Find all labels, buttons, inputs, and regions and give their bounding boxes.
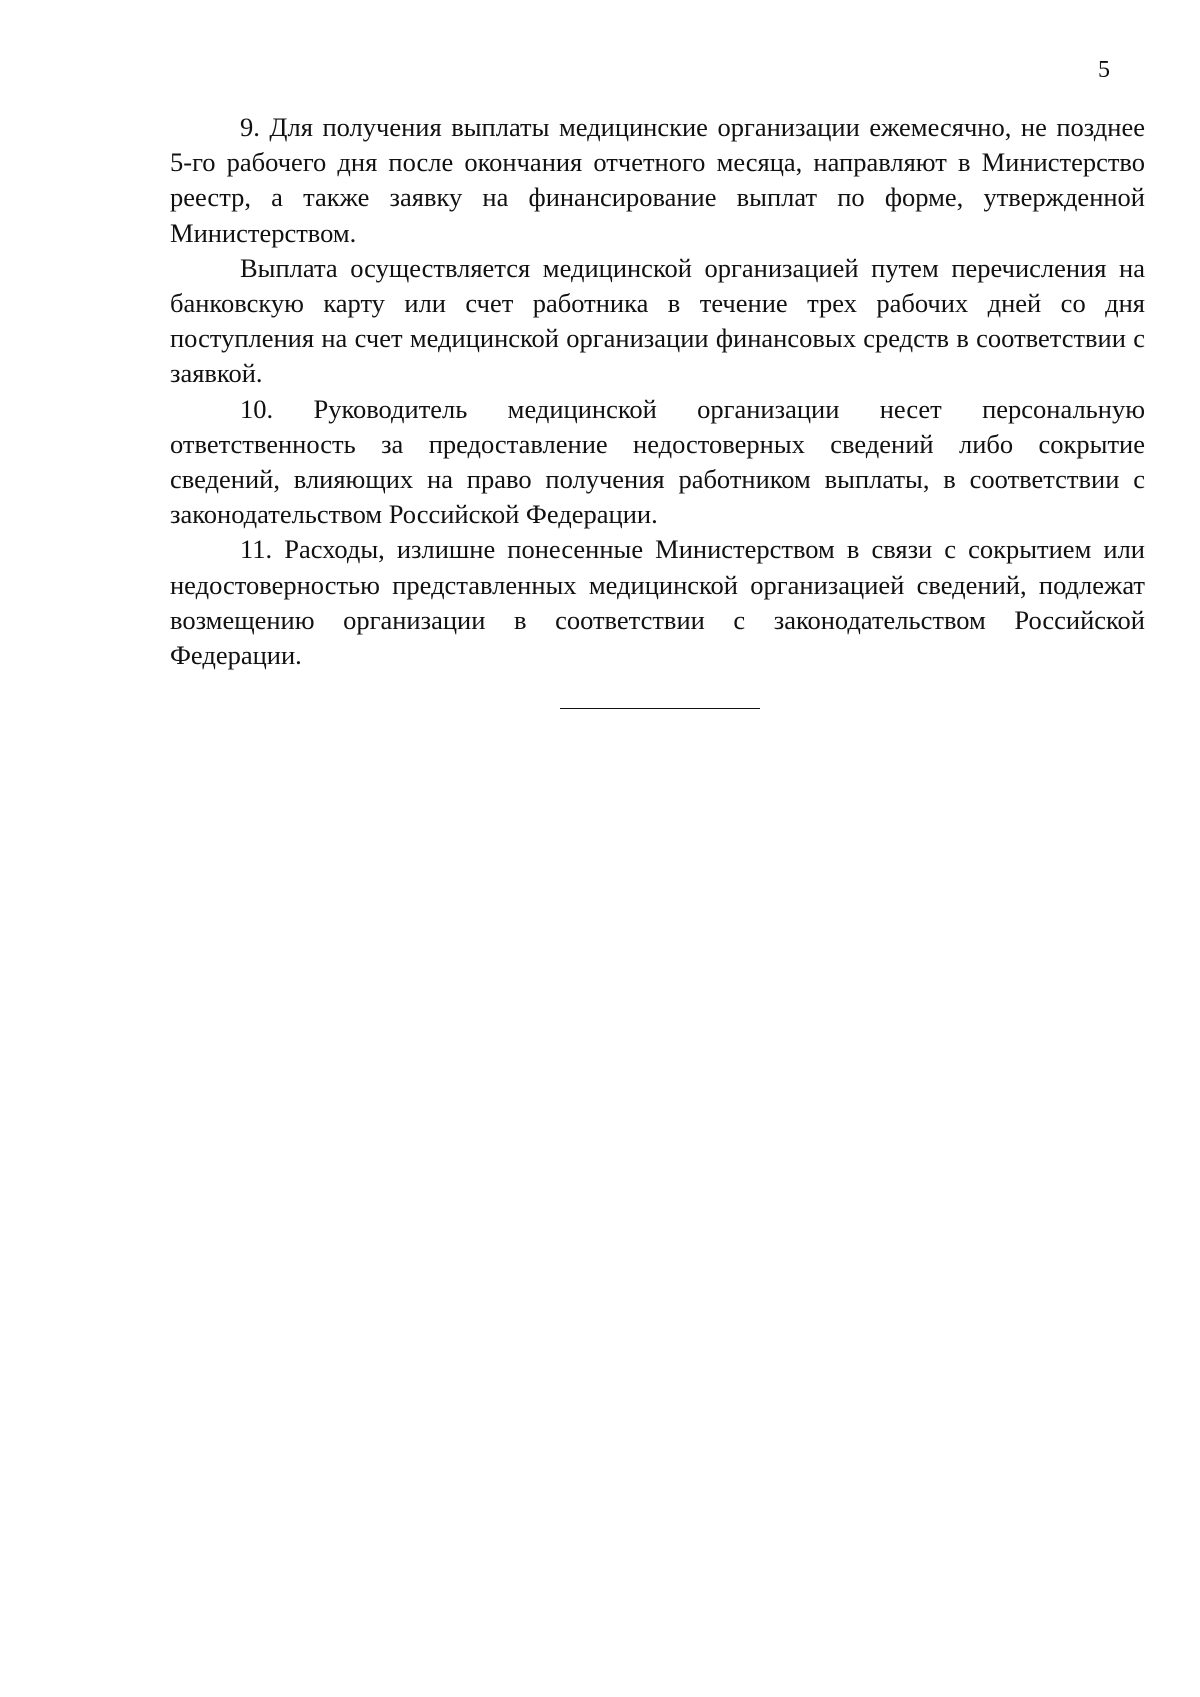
- page-number: 5: [1098, 57, 1110, 83]
- document-body: [170, 110, 1145, 673]
- paragraph-9-continuation: Выплата осуществляется медицинской организацией путем перечисления на банковскую карту или счет работника в течение трех рабочих дней со дня поступления на счет медицинской организации финансовых средств в соответствии с заявкой.: [170, 252, 1145, 389]
- end-separator-line: [560, 708, 760, 709]
- paragraph-9: 9. Для получения выплаты медицинские организации ежемесячно, не позднее 5-го рабочего дня после окончания отчетного месяца, направляют в Министерство реестр, а также заявку на финансирование выплат по форме, утвержденной Министерством.: [170, 112, 1145, 248]
- paragraph-10: 10. Руководитель медицинской организации несет персональную ответственность за предоставление недостоверных сведений либо сокрытие сведений, влияющих на право получения работником выплаты, в соответствии с законодательством Российской Федерации.: [170, 393, 1145, 530]
- paragraph-11: 11. Расходы, излишне понесенные Министерством в связи с сокрытием или недостоверностью представленных медицинской организацией сведений, подлежат возмещению организации в соответствии с законодательством Российской Федерации.: [170, 534, 1145, 671]
